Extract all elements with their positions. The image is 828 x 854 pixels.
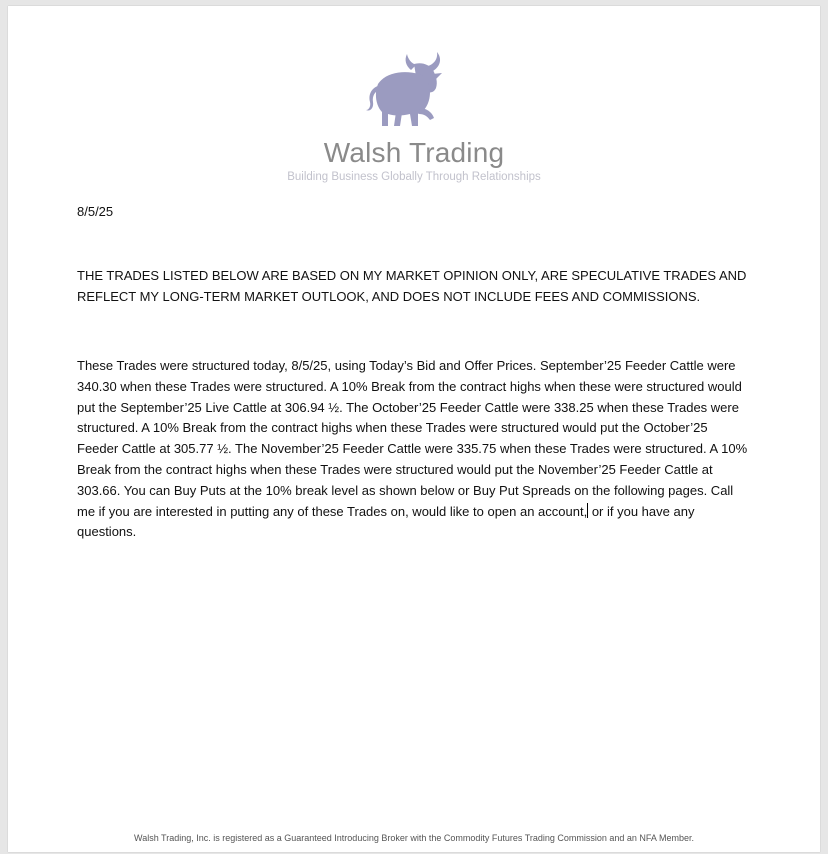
- company-tagline: Building Business Globally Through Relationships: [287, 171, 541, 183]
- bull-icon: [364, 50, 464, 132]
- body-text-after-cursor: or if you have any questions.: [77, 503, 695, 540]
- document-date: 8/5/25: [77, 204, 114, 219]
- company-name: Walsh Trading: [323, 137, 505, 168]
- document-page[interactable]: [8, 6, 820, 852]
- body-paragraph: [77, 356, 749, 543]
- disclaimer-paragraph: THE TRADES LISTED BELOW ARE BASED ON MY MARKET OPINION ONLY, ARE SPECULATIVE TRADES AND REFLECT MY LONG-TERM MARKET OUTLOOK, AND DOES NOT INCLUDE FEES AND COMMISSIONS.: [77, 268, 747, 304]
- page-footer: Walsh Trading, Inc. is registered as a Guaranteed Introducing Broker with the Commodity Futures Trading Commission and an NFA Member.: [134, 833, 694, 843]
- company-logo: [8, 50, 820, 184]
- body-text-before-cursor: These Trades were structured today, 8/5/25, using Today’s Bid and Offer Prices. September’25 Feeder Cattle were 340.30 when these Trades were structured. A 10% Break from the contract highs when these were structured would put the September’25 Live Cattle at 306.94 ½. The October’25 Feeder Cattle were 338.25 when these Trades were structured. A 10% Break from the contract highs when these Trades were structured would put the October’25 Feeder Cattle at 305.77 ½. The November’25 Feeder Cattle were 335.75 when these Trades were structured. A 10% Break from the contract highs when these Trades were structured would put the November’25 Feeder Cattle at 303.66. You can Buy Puts at the 10% break level as shown below or Buy Put Spreads on the following pages. Call me if you are interested in putting any of these Trades on, would like to open an account,: [77, 358, 748, 519]
